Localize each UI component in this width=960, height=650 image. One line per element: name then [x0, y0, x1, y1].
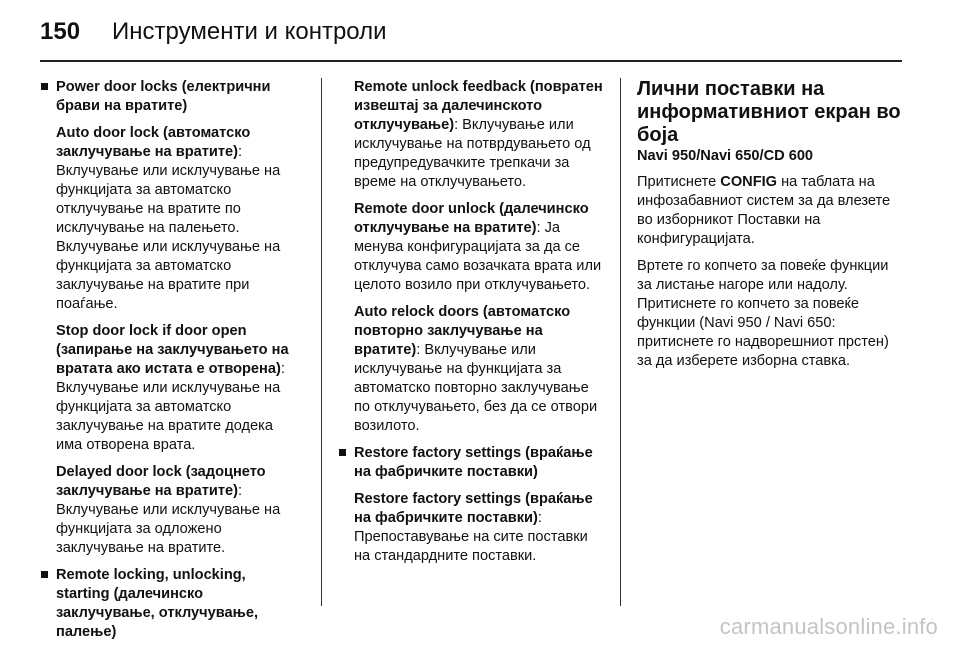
desc-auto-relock-doors: : Вклучување или исклучување на функцијата за автоматско повторно заклучување по отклучувањето, без да се отвори возилото.	[354, 342, 598, 434]
term-stop-door-lock: Stop door lock if door open (запирање на заклучувањето на вратата ако истата е отворена)	[56, 323, 289, 377]
item-auto-door-lock	[40, 124, 302, 314]
term-remote-door-unlock: Remote door unlock (далечинско отклучување на вратите)	[354, 201, 589, 236]
item-remote-unlock-feedback	[338, 78, 606, 192]
config-key-label: CONFIG	[720, 174, 778, 190]
desc-restore-factory-settings: : Препоставување на сите поставки на стандардните поставки.	[354, 510, 588, 564]
term-auto-door-lock: Auto door lock (автоматско заклучување на вратите)	[56, 125, 251, 160]
watermark: carmanualsonline.info	[719, 614, 938, 639]
item-auto-relock-doors	[338, 303, 606, 436]
bullet-remote-locking: Remote locking, unlocking, starting (далечинско заклучување, отклучување, палење)	[40, 566, 302, 642]
desc-stop-door-lock: : Вклучување или исклучување на функцијата за автоматско заклучување на вратите додека има отворена врата.	[56, 361, 285, 453]
item-stop-door-lock	[40, 322, 302, 455]
paragraph-config-before: Притиснете	[637, 174, 721, 190]
header-rule	[40, 60, 902, 62]
desc-remote-door-unlock: : Ја менува конфигурацијата за да се отклучува само возачката врата или целото возило при отклучувањето.	[354, 220, 602, 293]
section-subheading: Navi 950/Navi 650/CD 600	[637, 148, 814, 164]
page-number: 150	[40, 18, 81, 45]
item-remote-door-unlock	[338, 200, 606, 295]
column-divider-1	[321, 78, 322, 606]
column-3	[637, 78, 905, 379]
column-divider-2	[620, 78, 621, 606]
bullet-restore-factory-settings: Restore factory settings (враќање на фабричките поставки)	[338, 444, 606, 482]
page-title: Инструменти и контроли	[112, 18, 387, 45]
item-delayed-door-lock	[40, 463, 302, 558]
item-restore-factory-settings	[338, 490, 606, 566]
term-delayed-door-lock: Delayed door lock (задоцнето заклучување на вратите)	[56, 464, 266, 499]
desc-delayed-door-lock: : Вклучување или исклучување на функцијата за одложено заклучување на вратите.	[56, 483, 281, 556]
paragraph-knob: Вртете го копчето за повеќе функции за листање нагоре или надолу. Притиснете го копчето за повеќе функции (Navi 950 / Navi 650: притиснете го надворешниот прстен) за да изберете изборна ставка.	[637, 258, 889, 369]
section-heading: Лични поставки на информативниот екран во боја	[637, 78, 901, 146]
paragraph-config	[637, 173, 905, 249]
page-header	[40, 14, 387, 50]
term-remote-unlock-feedback: Remote unlock feedback (повратен извештај за далечинското отклучување)	[354, 79, 603, 133]
bullet-power-door-locks: Power door locks (електрични брави на вратите)	[40, 78, 302, 116]
column-2	[338, 78, 606, 574]
desc-remote-unlock-feedback: : Вклучување или исклучување на потврдувањето од предупредувачките трепкачи за време на отклучувањето.	[354, 117, 591, 190]
paragraph-config-after: на таблата на инфозабавниот систем за да влезете во изборникот Поставки на конфигурацијата.	[637, 174, 891, 247]
column-1	[40, 78, 302, 650]
term-restore-factory-settings: Restore factory settings (враќање на фабричките поставки)	[354, 491, 593, 526]
term-auto-relock-doors: Auto relock doors (автоматско повторно заклучување на вратите)	[354, 304, 571, 358]
desc-auto-door-lock: : Вклучување или исклучување на функцијата за автоматско отклучување на вратите по исклучување на палењето. Вклучување или исклучување на функцијата за автоматско заклучување на вратите при поаѓање.	[56, 144, 281, 312]
